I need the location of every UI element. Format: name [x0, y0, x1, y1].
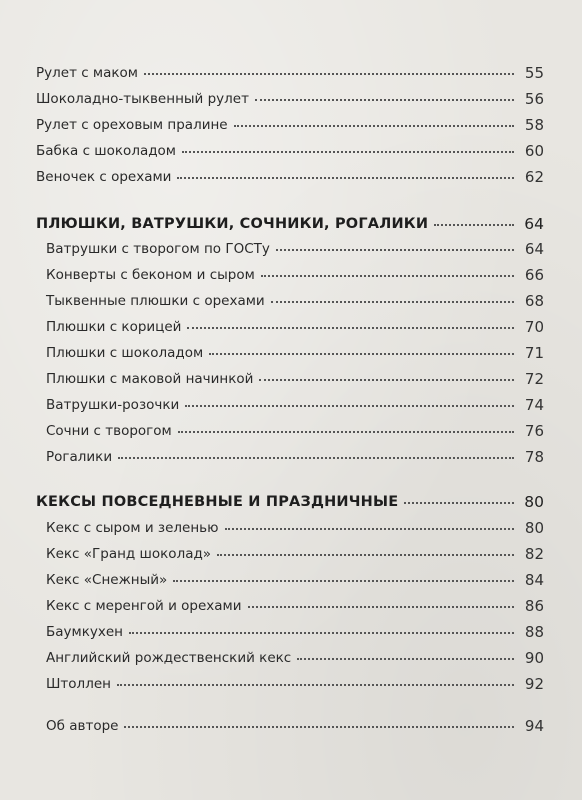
section-heading-cakes[interactable]: [36, 489, 544, 511]
leader-dots: [259, 379, 514, 381]
toc-entry-page: 78: [524, 448, 544, 466]
leader-dots: [271, 301, 514, 303]
toc-entry-title: Кекс с сыром и зеленью: [46, 520, 219, 536]
section-heading-page: 80: [524, 493, 544, 511]
toc-entry-about[interactable]: [46, 713, 544, 735]
toc-entry[interactable]: [46, 567, 544, 589]
toc-entry-title: Кекс с меренгой и орехами: [46, 598, 242, 614]
toc-entry[interactable]: [46, 236, 544, 258]
leader-dots: [276, 249, 514, 251]
leader-dots: [297, 658, 514, 660]
toc-entry-page: 66: [524, 266, 544, 284]
leader-dots: [129, 632, 514, 634]
toc-entry-title: Ватрушки-розочки: [46, 397, 180, 413]
toc-entry-title: Рулет с маком: [36, 65, 138, 81]
toc-entry[interactable]: [46, 593, 544, 615]
toc-entry[interactable]: [46, 444, 544, 466]
leader-dots: [185, 405, 514, 407]
toc-entry-title: Плюшки с шоколадом: [46, 345, 204, 361]
toc-entry-title: Плюшки с корицей: [46, 319, 182, 335]
toc-entry[interactable]: [46, 392, 544, 414]
toc-entry-title: Ватрушки с творогом по ГОСТу: [46, 241, 270, 257]
toc-entry-page: 86: [524, 597, 544, 615]
toc-entry-title: Об авторе: [46, 718, 119, 734]
leader-dots: [255, 99, 514, 101]
leader-dots: [217, 554, 514, 556]
toc-entry[interactable]: [46, 288, 544, 310]
toc-entry[interactable]: [36, 60, 544, 82]
toc-entry-page: 55: [524, 64, 544, 82]
toc-entry[interactable]: [36, 164, 544, 186]
toc-entry-title: Конверты с беконом и сыром: [46, 267, 255, 283]
leader-dots: [182, 151, 514, 153]
toc-entry-page: 84: [524, 571, 544, 589]
toc-entry[interactable]: [46, 671, 544, 693]
toc-entry-page: 58: [524, 116, 544, 134]
toc-entry-title: Плюшки с маковой начинкой: [46, 371, 254, 387]
leader-dots: [124, 726, 514, 728]
section-heading-title: ПЛЮШКИ, ВАТРУШКИ, СОЧНИКИ, РОГАЛИКИ: [36, 216, 429, 232]
section-heading-title: КЕКСЫ ПОВСЕДНЕВНЫЕ И ПРАЗДНИЧНЫЕ: [36, 494, 399, 510]
leader-dots: [117, 684, 514, 686]
leader-dots: [225, 528, 515, 530]
leader-dots: [209, 353, 514, 355]
section-heading-page: 64: [524, 215, 544, 233]
toc-entry-page: 80: [524, 519, 544, 537]
toc-entry-title: Сочни с творогом: [46, 423, 172, 439]
toc-entry-title: Рогалики: [46, 449, 113, 465]
toc-entry-page: 62: [524, 168, 544, 186]
section-heading-buns[interactable]: [36, 211, 544, 233]
toc-entry[interactable]: [46, 262, 544, 284]
leader-dots: [118, 457, 514, 459]
leader-dots: [261, 275, 514, 277]
toc-entry-page: 88: [524, 623, 544, 641]
leader-dots: [173, 580, 514, 582]
toc-entry-page: 72: [524, 370, 544, 388]
toc-entry-page: 94: [524, 717, 544, 735]
toc-entry-title: Тыквенные плюшки с орехами: [46, 293, 265, 309]
leader-dots: [248, 606, 515, 608]
leader-dots: [178, 431, 514, 433]
toc-entry-page: 76: [524, 422, 544, 440]
toc-entry[interactable]: [46, 515, 544, 537]
toc-entry-title: Бабка с шоколадом: [36, 143, 176, 159]
toc-entry-page: 92: [524, 675, 544, 693]
toc-entry[interactable]: [46, 645, 544, 667]
toc-entry[interactable]: [36, 112, 544, 134]
toc-entry[interactable]: [46, 418, 544, 440]
toc-entry[interactable]: [46, 619, 544, 641]
toc-entry-page: 74: [524, 396, 544, 414]
toc-entry-page: 82: [524, 545, 544, 563]
toc-entry-title: Штоллен: [46, 676, 111, 692]
toc-entry[interactable]: [46, 314, 544, 336]
leader-dots: [434, 224, 514, 226]
toc-entry[interactable]: [46, 340, 544, 362]
toc-entry-page: 56: [524, 90, 544, 108]
toc-entry[interactable]: [46, 541, 544, 563]
toc-entry-page: 90: [524, 649, 544, 667]
toc-entry-title: Кекс «Снежный»: [46, 572, 168, 588]
toc-entry-page: 71: [524, 344, 544, 362]
toc-entry-title: Английский рождественский кекс: [46, 650, 292, 666]
toc-entry-page: 70: [524, 318, 544, 336]
leader-dots: [144, 73, 514, 75]
toc-entry[interactable]: [36, 138, 544, 160]
toc-entry[interactable]: [46, 366, 544, 388]
toc-entry-title: Баумкухен: [46, 624, 123, 640]
toc-entry-title: Рулет с ореховым пралине: [36, 117, 228, 133]
leader-dots: [177, 177, 514, 179]
toc-entry[interactable]: [36, 86, 544, 108]
leader-dots: [234, 125, 514, 127]
toc-entry-page: 64: [524, 240, 544, 258]
leader-dots: [404, 502, 514, 504]
leader-dots: [187, 327, 514, 329]
toc-entry-page: 60: [524, 142, 544, 160]
toc-entry-title: Кекс «Гранд шоколад»: [46, 546, 212, 562]
toc-entry-title: Веночек с орехами: [36, 169, 172, 185]
toc-entry-page: 68: [524, 292, 544, 310]
toc-entry-title: Шоколадно-тыквенный рулет: [36, 91, 249, 107]
